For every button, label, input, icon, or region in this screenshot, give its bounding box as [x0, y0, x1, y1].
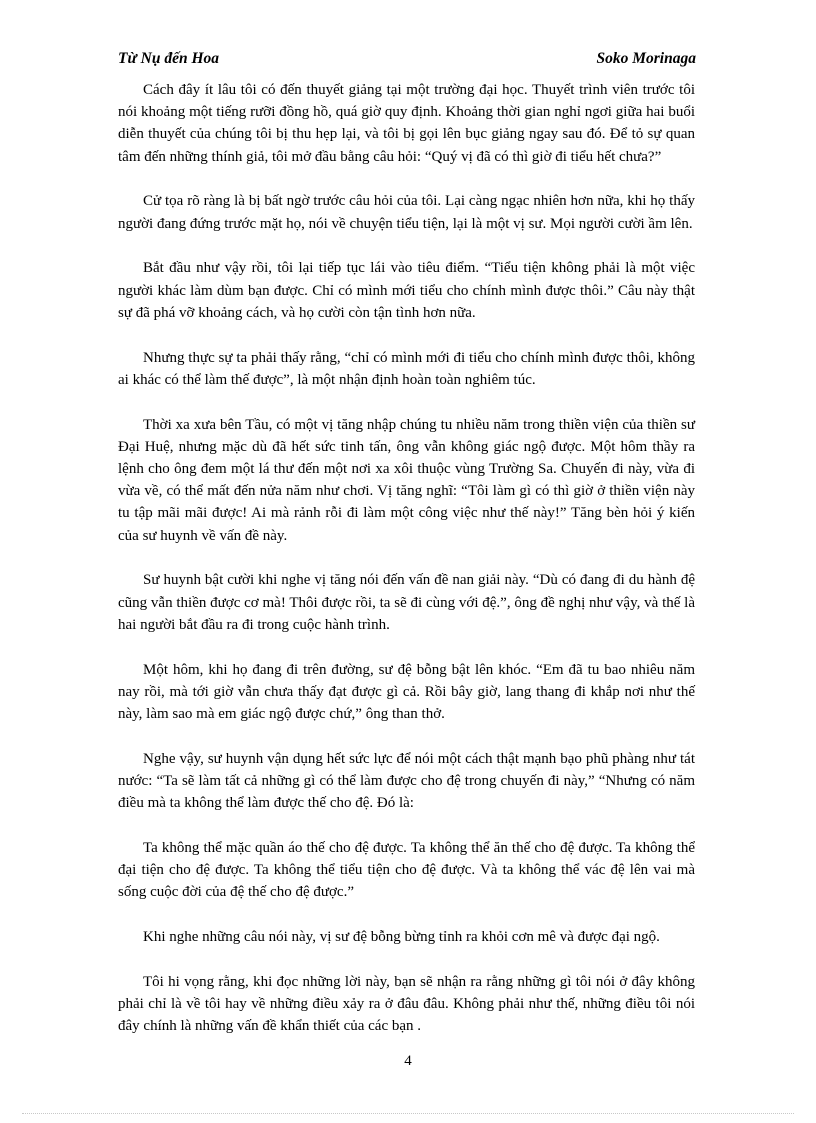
- paragraph: Ta không thể mặc quần áo thế cho đệ được. Ta không thể ăn thế cho đệ được. Ta không thể đại tiện cho đệ được. Ta không thể tiểu tiện cho đệ được. Và ta không thể vác đệ lên vai mà sống cuộc đời của đệ thế cho đệ được.”: [118, 840, 695, 901]
- paragraph: Bắt đầu như vậy rồi, tôi lại tiếp tục lái vào tiêu điểm. “Tiểu tiện không phải là một việc người khác làm dùm bạn được. Chỉ có mình mới tiểu cho chính mình được thôi.” Câu này thật sự đã phá vỡ khoảng cách, và họ cười còn tận tình hơn nữa.: [118, 260, 695, 321]
- paragraph: Nhưng thực sự ta phải thấy rằng, “chỉ có mình mới đi tiểu cho chính mình được thôi, không ai khác có thể làm thế được”, là một nhận định hoàn toàn nghiêm túc.: [118, 349, 695, 388]
- page-header: [118, 50, 696, 72]
- page-number: 4: [404, 1053, 412, 1069]
- paragraph: Khi nghe những câu nói này, vị sư đệ bỗng bừng tỉnh ra khỏi cơn mê và được đại ngộ.: [143, 929, 660, 946]
- book-title: Từ Nụ đến Hoa: [118, 50, 219, 67]
- paragraph: Thời xa xưa bên Tầu, có một vị tăng nhập chúng tu nhiều năm trong thiền viện của thiền sư Đại Huệ, nhưng mặc dù đã hết sức tinh tấn, ông vẫn không giác ngộ được. Một hôm thầy ra lệnh cho ông đem một lá thư đến một nơi xa xôi thuộc vùng Trường Sa. Chuyến đi này, vừa đi vừa về, có thể mất đến nửa năm như chơi. Vị tăng nghĩ: “Tôi làm gì có thì giờ ở thiền viện này tu tập mãi mãi được! Ai mà rảnh rỗi đi làm một công việc như thế này!” Tăng bèn hỏi ý kiến của sư huynh về vấn đề này.: [118, 416, 695, 544]
- paragraph: Tôi hi vọng rằng, khi đọc những lời này, bạn sẽ nhận ra rằng những gì tôi nói ở đây không phải chỉ là về tôi hay về những điều xảy ra ở đâu đâu. Không phải như thế, những điều tôi nói đây chính là những vấn đề khẩn thiết của các bạn .: [118, 974, 695, 1035]
- paragraph: Một hôm, khi họ đang đi trên đường, sư đệ bỗng bật lên khóc. “Em đã tu bao nhiêu năm nay rồi, mà tới giờ vẫn chưa thấy đạt được gì cả. Rồi bây giờ, lang thang đi khắp nơi như thế này, làm sao mà em giác ngộ được chứ,” ông than thở.: [118, 661, 695, 723]
- paragraph: Sư huynh bật cười khi nghe vị tăng nói đến vấn đề nan giải này. “Dù có đang đi du hành đệ cũng vẫn thiền được cơ mà! Thôi được rồi, ta sẽ đi cùng với đệ.”, ông đề nghị như vậy, và thế là hai người bắt đầu ra đi trong cuộc hành trình.: [118, 572, 695, 633]
- body-text: [118, 79, 695, 1060]
- paragraph: Cử tọa rõ ràng là bị bất ngờ trước câu hỏi của tôi. Lại càng ngạc nhiên hơn nữa, khi họ thấy người đang đứng trước mặt họ, nói về chuyện tiểu tiện, lại là một vị sư. Mọi người cười ầm lên.: [118, 193, 695, 232]
- paragraph: Nghe vậy, sư huynh vận dụng hết sức lực để nói một cách thật mạnh bạo phũ phàng như tát nước: “Ta sẽ làm tất cả những gì có thể làm được cho đệ trong chuyến đi này,” “Nhưng có năm điều mà ta không thể làm được thế cho đệ. Đó là:: [118, 750, 695, 812]
- paragraph: Cách đây ít lâu tôi có đến thuyết giảng tại một trường đại học. Thuyết trình viên trước tôi nói khoảng một tiếng rưỡi đồng hồ, quá giờ quy định. Khoảng thời gian nghỉ ngơi giữa hai buổi diễn thuyết của chúng tôi bị thu hẹp lại, và tôi bị gọi lên bục giảng ngay sau đó. Để tỏ sự quan tâm đến những thính giả, tôi mở đầu bằng câu hỏi: “Quý vị đã có thì giờ đi tiểu hết chưa?”: [118, 82, 695, 165]
- author-name: Soko Morinaga: [596, 50, 696, 67]
- page-bottom-divider: [22, 1113, 794, 1114]
